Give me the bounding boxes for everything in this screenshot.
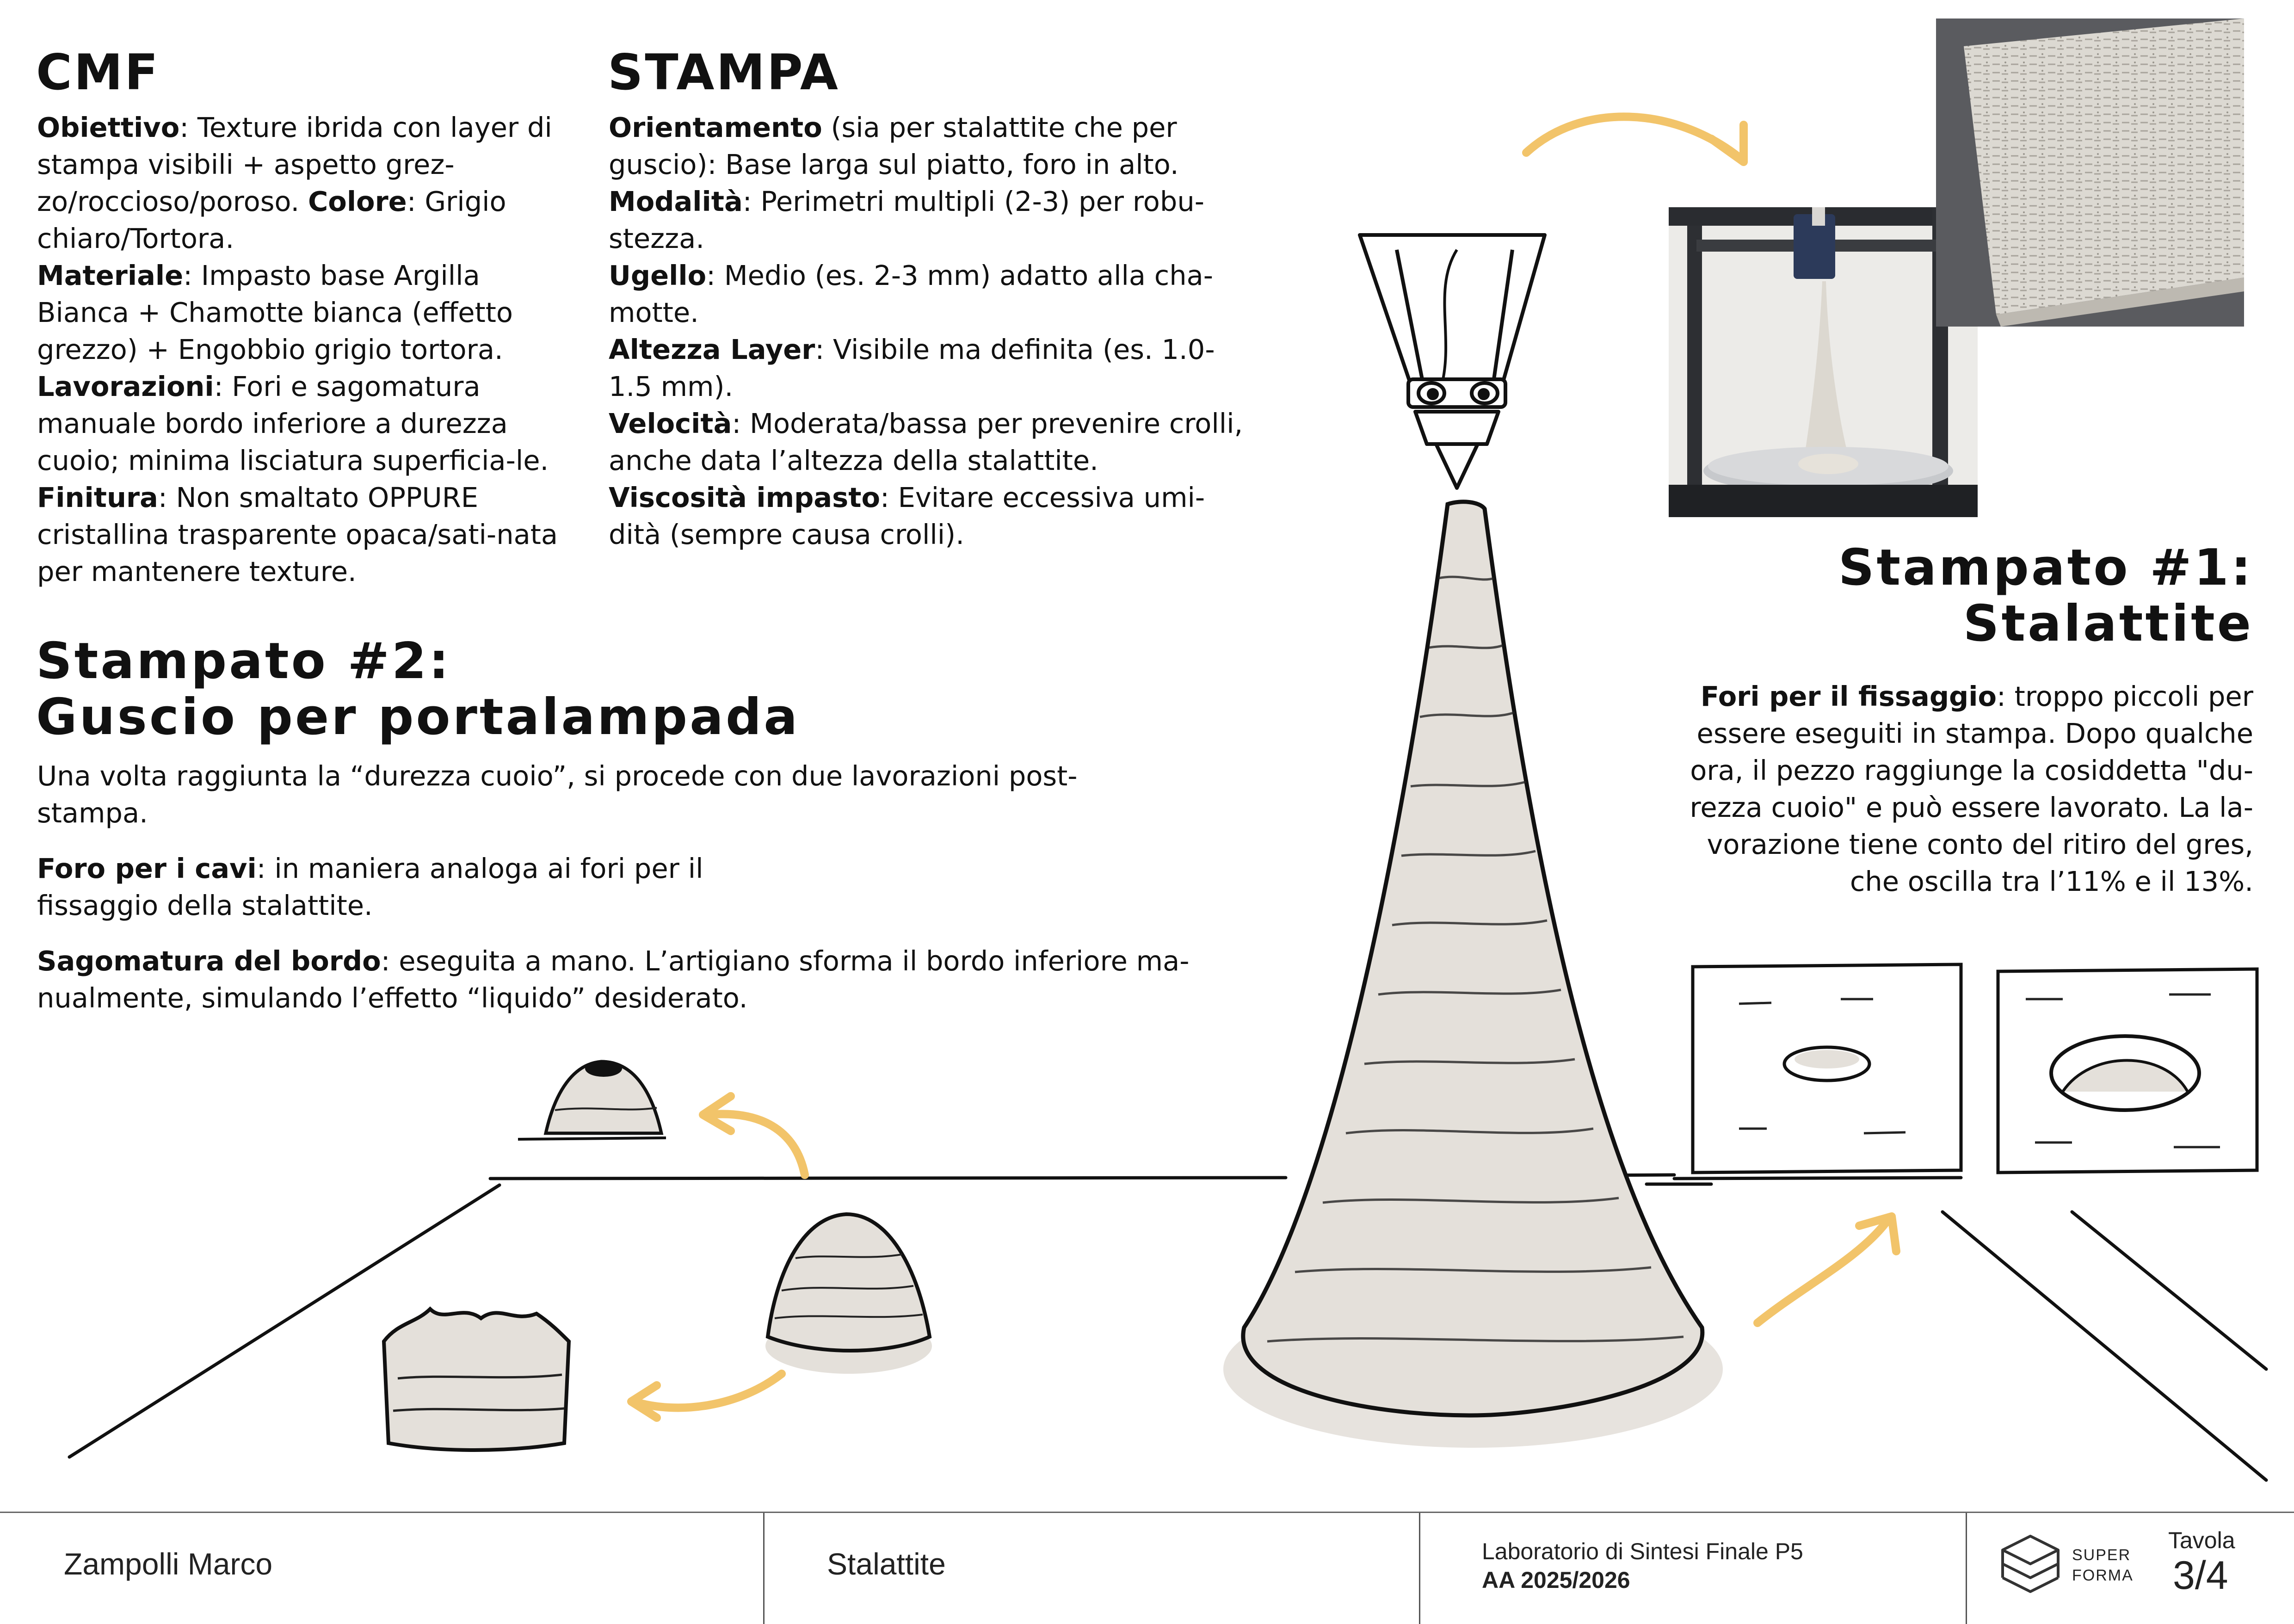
stampato2-foro (37, 850, 758, 924)
cmf-lavorazioni-text: : Fori e sagomatura manuale bordo inferiore a durezza cuoio; minima lisciatura superficia-le. (37, 370, 549, 476)
cmf-colore-label: Colore (308, 185, 407, 217)
stampato2-sagomatura (37, 943, 1230, 1017)
footer-author: Zampolli Marco (64, 1547, 273, 1581)
cmf-finitura-label: Finitura (37, 482, 158, 513)
stalattite-sketch (1223, 502, 1723, 1448)
stampa-item-viscosita (609, 479, 1247, 553)
stampato1-title-line2: Stalattite (1963, 594, 2253, 653)
stampato2-sago-text: : eseguita a mano. L’artigiano sforma il bordo inferiore ma-nualmente, simulando l’effetto “liquido” desiderato. (37, 945, 1190, 1014)
footer-logo-text-2: FORMA (2072, 1567, 2134, 1584)
cmf-materiale-label: Materiale (37, 259, 184, 291)
stampa-item-text: : Visibile ma definita (es. 1.0-1.5 mm). (609, 333, 1215, 402)
stampato2-sago-label: Sagomatura del bordo (37, 945, 381, 977)
guscio-cone-sketch (765, 1214, 932, 1374)
guscio-top-sketch (546, 1060, 661, 1133)
stampato1-heading (1838, 540, 2253, 652)
stampato2-title-line1: Stampato #2: (36, 632, 451, 690)
cmf-materiale-text: : Impasto base Argilla Bianca + Chamotte bianca (effetto grezzo) + Engobbio grigio tortora. (37, 259, 513, 365)
cmf-finitura-text: : Non smaltato OPPURE cristallina trasparente opaca/sati-nata per mantenere texture. (37, 482, 558, 587)
footer-divider (1966, 1513, 1967, 1624)
stampato1-fori-label: Fori per il fissaggio (1700, 680, 1997, 712)
stampa-item-ugello (609, 257, 1247, 331)
stampa-item-label: Viscosità impasto (609, 482, 880, 513)
stampa-item-text: : Evitare eccessiva umi-dità (sempre causa crolli). (609, 482, 1205, 550)
stampa-item-velocita (609, 405, 1247, 479)
stampato2-heading (36, 634, 800, 746)
hole-detail-small (1693, 964, 1961, 1173)
stampa-item-modalita (609, 183, 1247, 257)
footer-tavola-value: 3/4 (2173, 1553, 2228, 1598)
footer-project: Stalattite (827, 1547, 946, 1581)
stampa-item-altezza (609, 331, 1247, 405)
stampa-item-label: Velocità (609, 408, 732, 439)
stampa-title: STAMPA (608, 44, 840, 101)
hole-detail-large (1998, 969, 2257, 1173)
stampato2-title-line2: Guscio per portalampada (36, 688, 800, 746)
cmf-title: CMF (36, 44, 160, 101)
printer-photo (1669, 207, 1978, 517)
stampa-item-text: (sia per stalattite che per guscio): Base larga sul piatto, foro in alto. (609, 111, 1179, 180)
stampa-body (609, 109, 1247, 553)
footer-divider (1419, 1513, 1420, 1624)
footer-bar (0, 1512, 2294, 1624)
footer-year: AA 2025/2026 (1482, 1567, 1630, 1593)
cmf-body (37, 109, 560, 590)
stampa-item-label: Modalità (609, 185, 743, 217)
stampato1-body (1657, 678, 2253, 900)
stampa-item-label: Altezza Layer (609, 333, 815, 365)
cmf-obiettivo-text: : Texture ibrida con layer di stampa visibili + aspetto grez-zo/roccioso/poroso. (37, 111, 552, 217)
printer-nozzle-sketch (1360, 235, 1545, 488)
stampa-item-text: : Perimetri multipli (2-3) per robu-stezza. (609, 185, 1205, 254)
stampa-item-orientamento (609, 109, 1247, 183)
stampato2-intro: Una volta raggiunta la “durezza cuoio”, si procede con due lavorazioni post-stampa. (37, 760, 1078, 829)
cmf-paragraph (37, 109, 560, 590)
stampato2-body (37, 758, 1230, 1017)
stampato1-fori-text: : troppo piccoli per essere eseguiti in stampa. Dopo qualche ora, il pezzo raggiunge la cosiddetta "du-rezza cuoio" e può essere lavorato. La la-vorazione tiene conto del ritiro del gres, che oscilla tra l’11% e il 13%. (1690, 680, 2253, 897)
footer-course: Laboratorio di Sintesi Finale P5 (1482, 1538, 1803, 1564)
stampa-item-text: : Medio (es. 2-3 mm) adatto alla cha-motte. (609, 259, 1214, 328)
stampato1-title-line1: Stampato #1: (1838, 539, 2253, 597)
stampa-item-label: Orientamento (609, 111, 822, 143)
texture-sample-photo (1936, 19, 2244, 327)
cmf-colore-text: : Grigio chiaro/Tortora. (37, 185, 506, 254)
stampa-item-text: : Moderata/bassa per prevenire crolli, anche data l’altezza della stalattite. (609, 408, 1243, 476)
cmf-obiettivo-label: Obiettivo (37, 111, 180, 143)
footer-divider (763, 1513, 765, 1624)
stampa-item-label: Ugello (609, 259, 707, 291)
guscio-shaped-sketch (384, 1309, 569, 1450)
superforma-logo-icon (1998, 1531, 2063, 1601)
cmf-lavorazioni-label: Lavorazioni (37, 370, 214, 402)
footer-logo-text-1: SUPER (2072, 1546, 2131, 1564)
stampato2-foro-label: Foro per i cavi (37, 852, 257, 884)
stampato2-foro-text: : in maniera analoga ai fori per il fissaggio della stalattite. (37, 852, 703, 921)
footer-tavola-label: Tavola (2168, 1527, 2235, 1553)
shelf-line (518, 1138, 666, 1139)
stampato1-fori (1657, 678, 2253, 900)
